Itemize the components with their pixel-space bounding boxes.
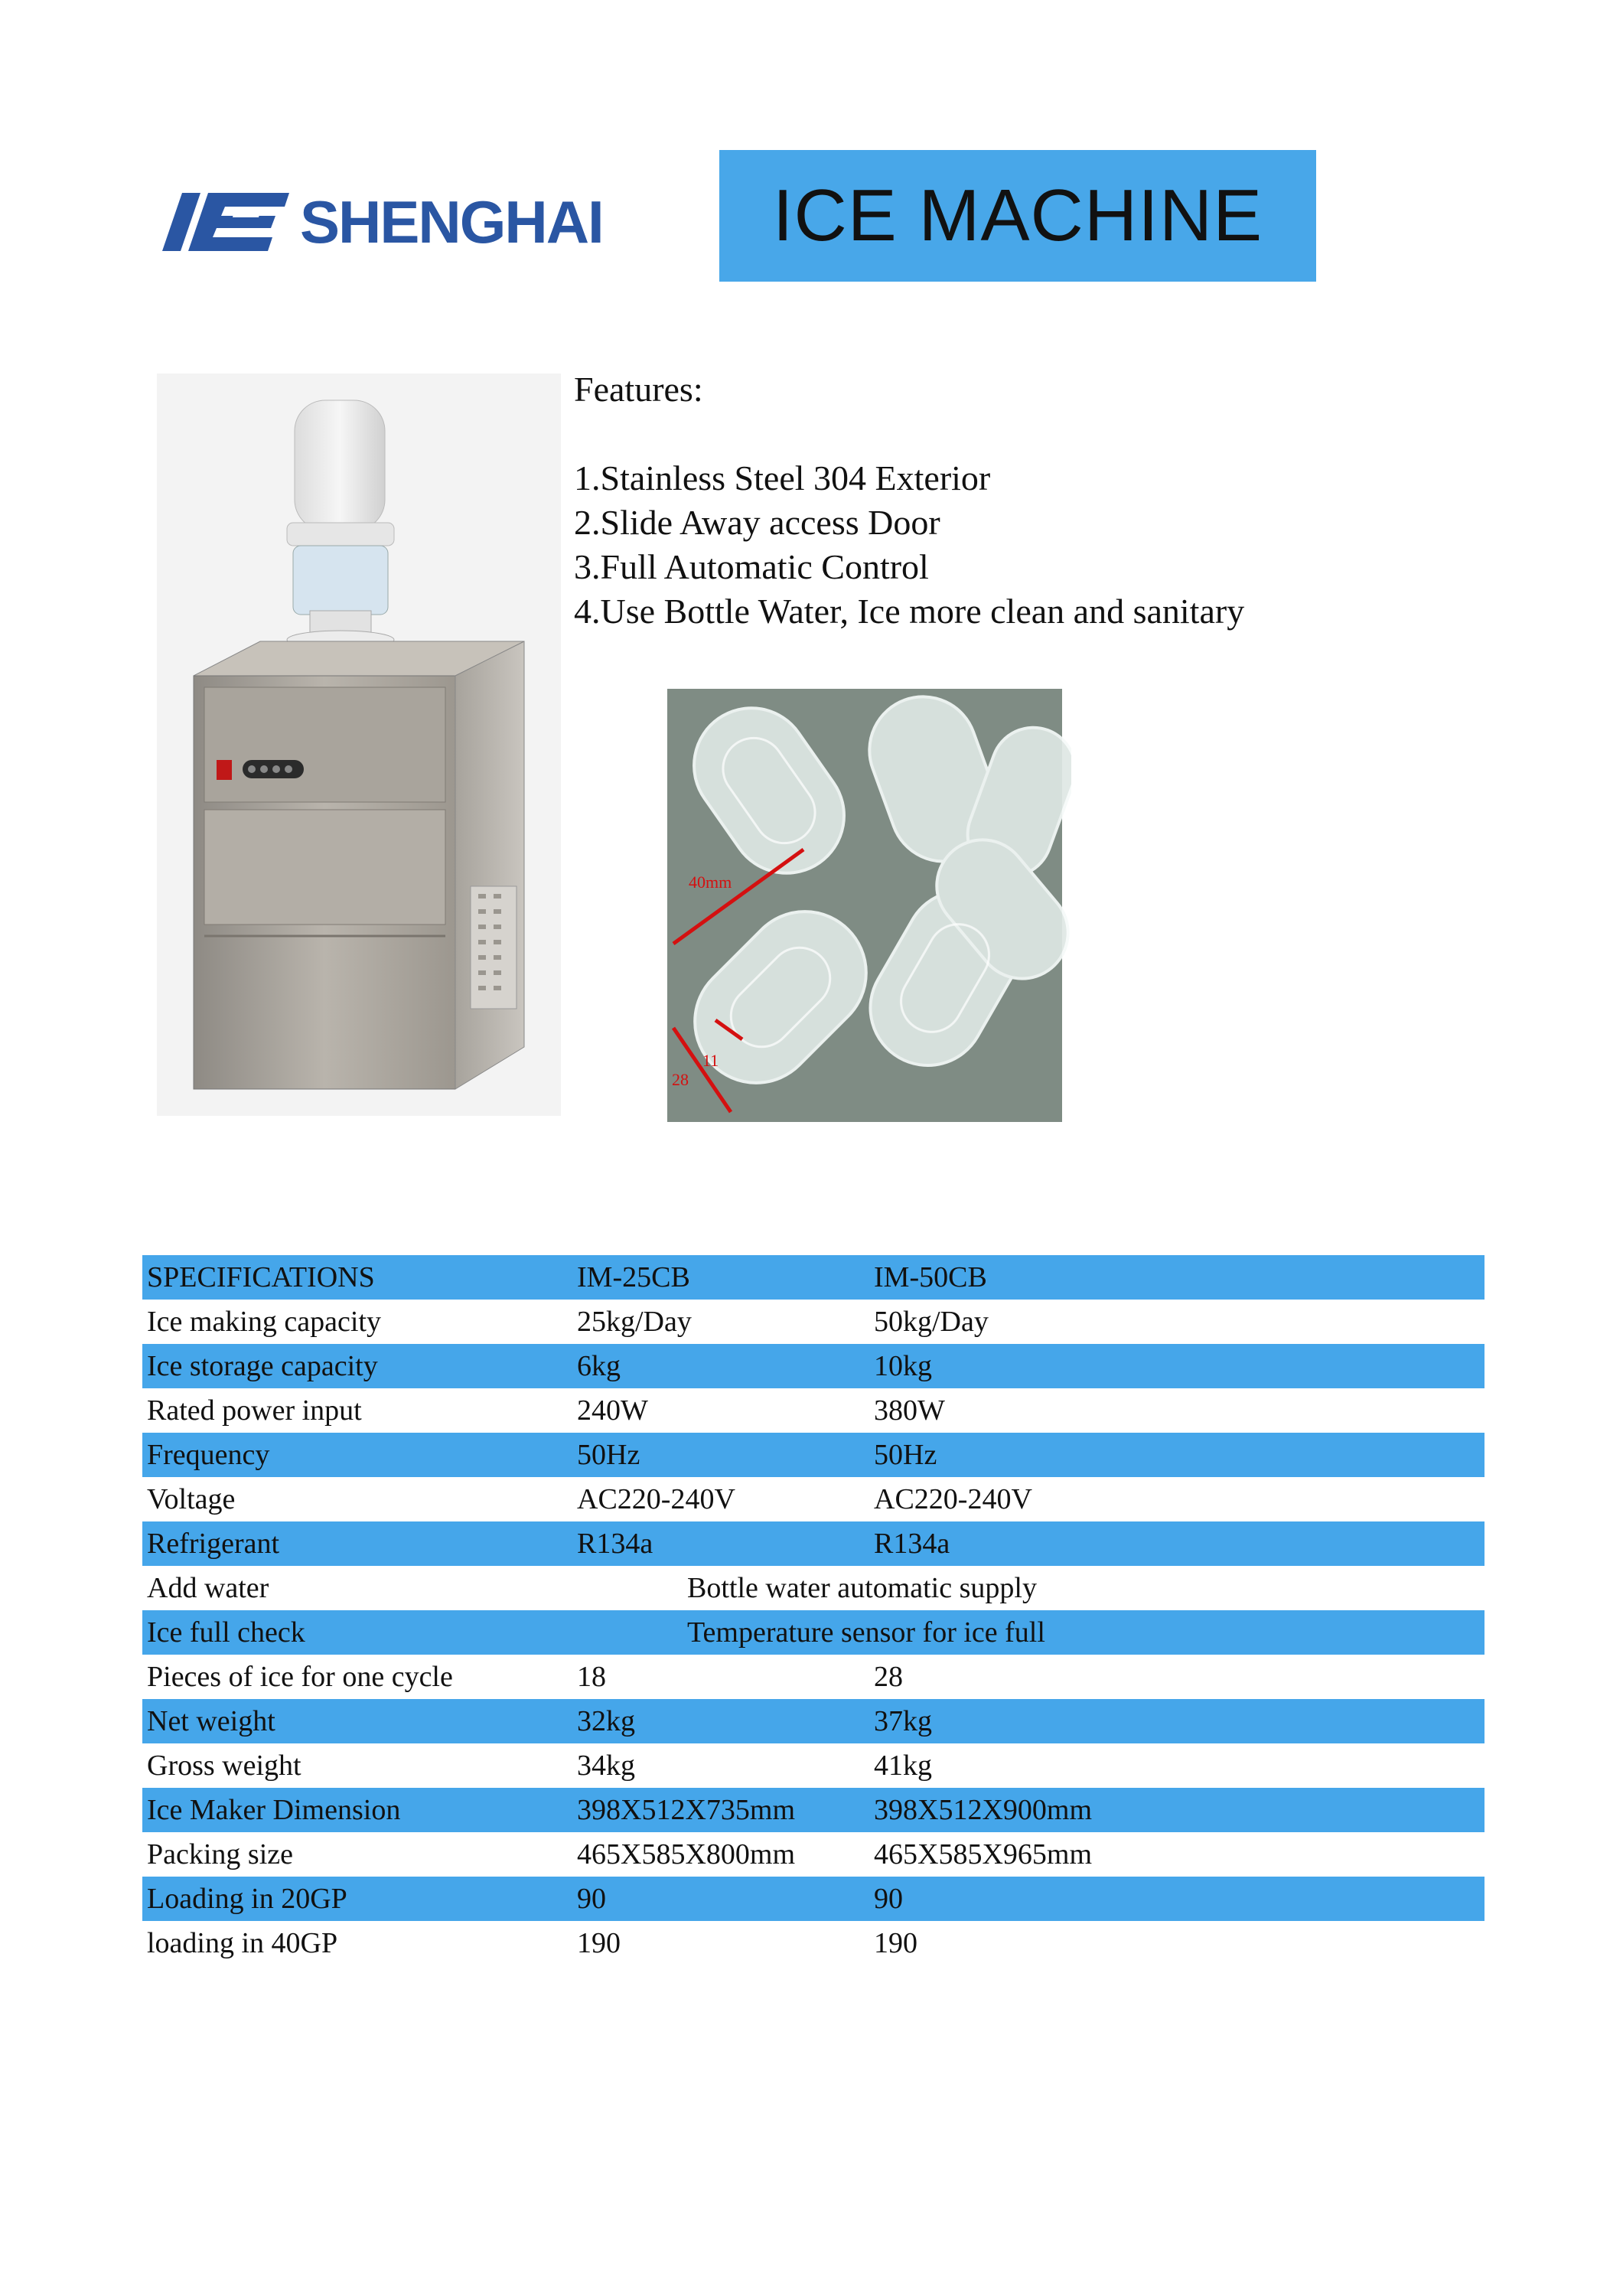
spec-label: Gross weight [147, 1750, 301, 1782]
spec-label: Add water [147, 1572, 269, 1604]
spec-value: 34kg [577, 1750, 635, 1782]
spec-value: 240W [577, 1394, 648, 1427]
spec-label: Voltage [147, 1483, 236, 1515]
spec-value: 37kg [869, 1699, 1484, 1743]
spec-value: AC220-240V [874, 1483, 1032, 1515]
ice-machine-illustration [157, 373, 561, 1116]
table-row [142, 1300, 1484, 1344]
spec-value-merged: Temperature sensor for ice full [572, 1610, 1484, 1655]
ice-cubes-illustration [658, 680, 1071, 1139]
page-title: ICE MACHINE [772, 174, 1263, 256]
spec-value: 41kg [874, 1750, 932, 1782]
features-heading: Features: [574, 370, 703, 409]
spec-value: 28 [874, 1661, 903, 1693]
table-row [142, 1610, 1484, 1655]
spec-value: 6kg [572, 1344, 869, 1388]
spec-value: 398X512X900mm [869, 1788, 1484, 1832]
spec-label: Net weight [142, 1699, 572, 1743]
spec-value: 10kg [869, 1344, 1484, 1388]
table-header-cell: IM-50CB [869, 1255, 1484, 1300]
table-row [142, 1655, 1484, 1699]
spec-value: 465X585X965mm [874, 1838, 1092, 1870]
feature-item: 1.Stainless Steel 304 Exterior [574, 458, 991, 497]
table-row [142, 1344, 1484, 1388]
spec-label: Pieces of ice for one cycle [147, 1661, 453, 1693]
spec-value: 50Hz [572, 1433, 869, 1477]
table-row [142, 1921, 1484, 1965]
spec-label: Refrigerant [142, 1521, 572, 1566]
spec-value: 90 [869, 1877, 1484, 1921]
shenghai-logo-mark-icon [161, 184, 291, 260]
spec-label: Ice Maker Dimension [142, 1788, 572, 1832]
spec-label: Ice making capacity [147, 1306, 381, 1338]
spec-value: R134a [572, 1521, 869, 1566]
product-image [157, 373, 561, 1116]
spec-value: 50kg/Day [874, 1306, 989, 1338]
ice-cube-photo [658, 680, 1071, 1139]
spec-value: AC220-240V [577, 1483, 735, 1515]
table-row [142, 1877, 1484, 1921]
spec-label: Ice storage capacity [142, 1344, 572, 1388]
features-section [574, 367, 1339, 634]
specifications-table [142, 1255, 1484, 1965]
spec-label: Rated power input [147, 1394, 362, 1427]
ice-dimension-label: 28 [672, 1070, 689, 1089]
spec-value: 190 [577, 1927, 621, 1959]
spec-value: 465X585X800mm [577, 1838, 795, 1870]
feature-item: 4.Use Bottle Water, Ice more clean and sanitary [574, 592, 1245, 631]
table-row [142, 1433, 1484, 1477]
spec-label: Ice full check [142, 1610, 572, 1655]
table-header-cell: IM-25CB [572, 1255, 869, 1300]
table-row [142, 1699, 1484, 1743]
table-row [142, 1566, 1484, 1610]
ice-dimension-label: 40mm [689, 872, 732, 892]
ice-dimension-label: 11 [702, 1051, 719, 1070]
feature-item: 2.Slide Away access Door [574, 503, 940, 542]
table-row [142, 1477, 1484, 1521]
spec-value-merged: Bottle water automatic supply [687, 1572, 1037, 1604]
spec-value: R134a [869, 1521, 1484, 1566]
spec-value: 190 [874, 1927, 917, 1959]
spec-value: 25kg/Day [577, 1306, 692, 1338]
spec-label: Frequency [142, 1433, 572, 1477]
spec-label: loading in 40GP [147, 1927, 338, 1959]
brand-name: SHENGHAI [300, 188, 603, 256]
spec-value: 380W [874, 1394, 945, 1427]
title-banner [719, 150, 1316, 282]
spec-value: 32kg [572, 1699, 869, 1743]
spec-label: Loading in 20GP [142, 1877, 572, 1921]
spec-value: 50Hz [869, 1433, 1484, 1477]
table-row [142, 1388, 1484, 1433]
table-row [142, 1521, 1484, 1566]
table-row [142, 1832, 1484, 1877]
table-header-cell: SPECIFICATIONS [142, 1255, 572, 1300]
table-row [142, 1743, 1484, 1788]
spec-value: 90 [572, 1877, 869, 1921]
spec-label: Packing size [147, 1838, 294, 1870]
spec-value: 398X512X735mm [572, 1788, 869, 1832]
table-header-row [142, 1255, 1484, 1300]
feature-item: 3.Full Automatic Control [574, 547, 929, 586]
brand-logo [161, 184, 603, 260]
spec-value: 18 [577, 1661, 606, 1693]
table-row [142, 1788, 1484, 1832]
